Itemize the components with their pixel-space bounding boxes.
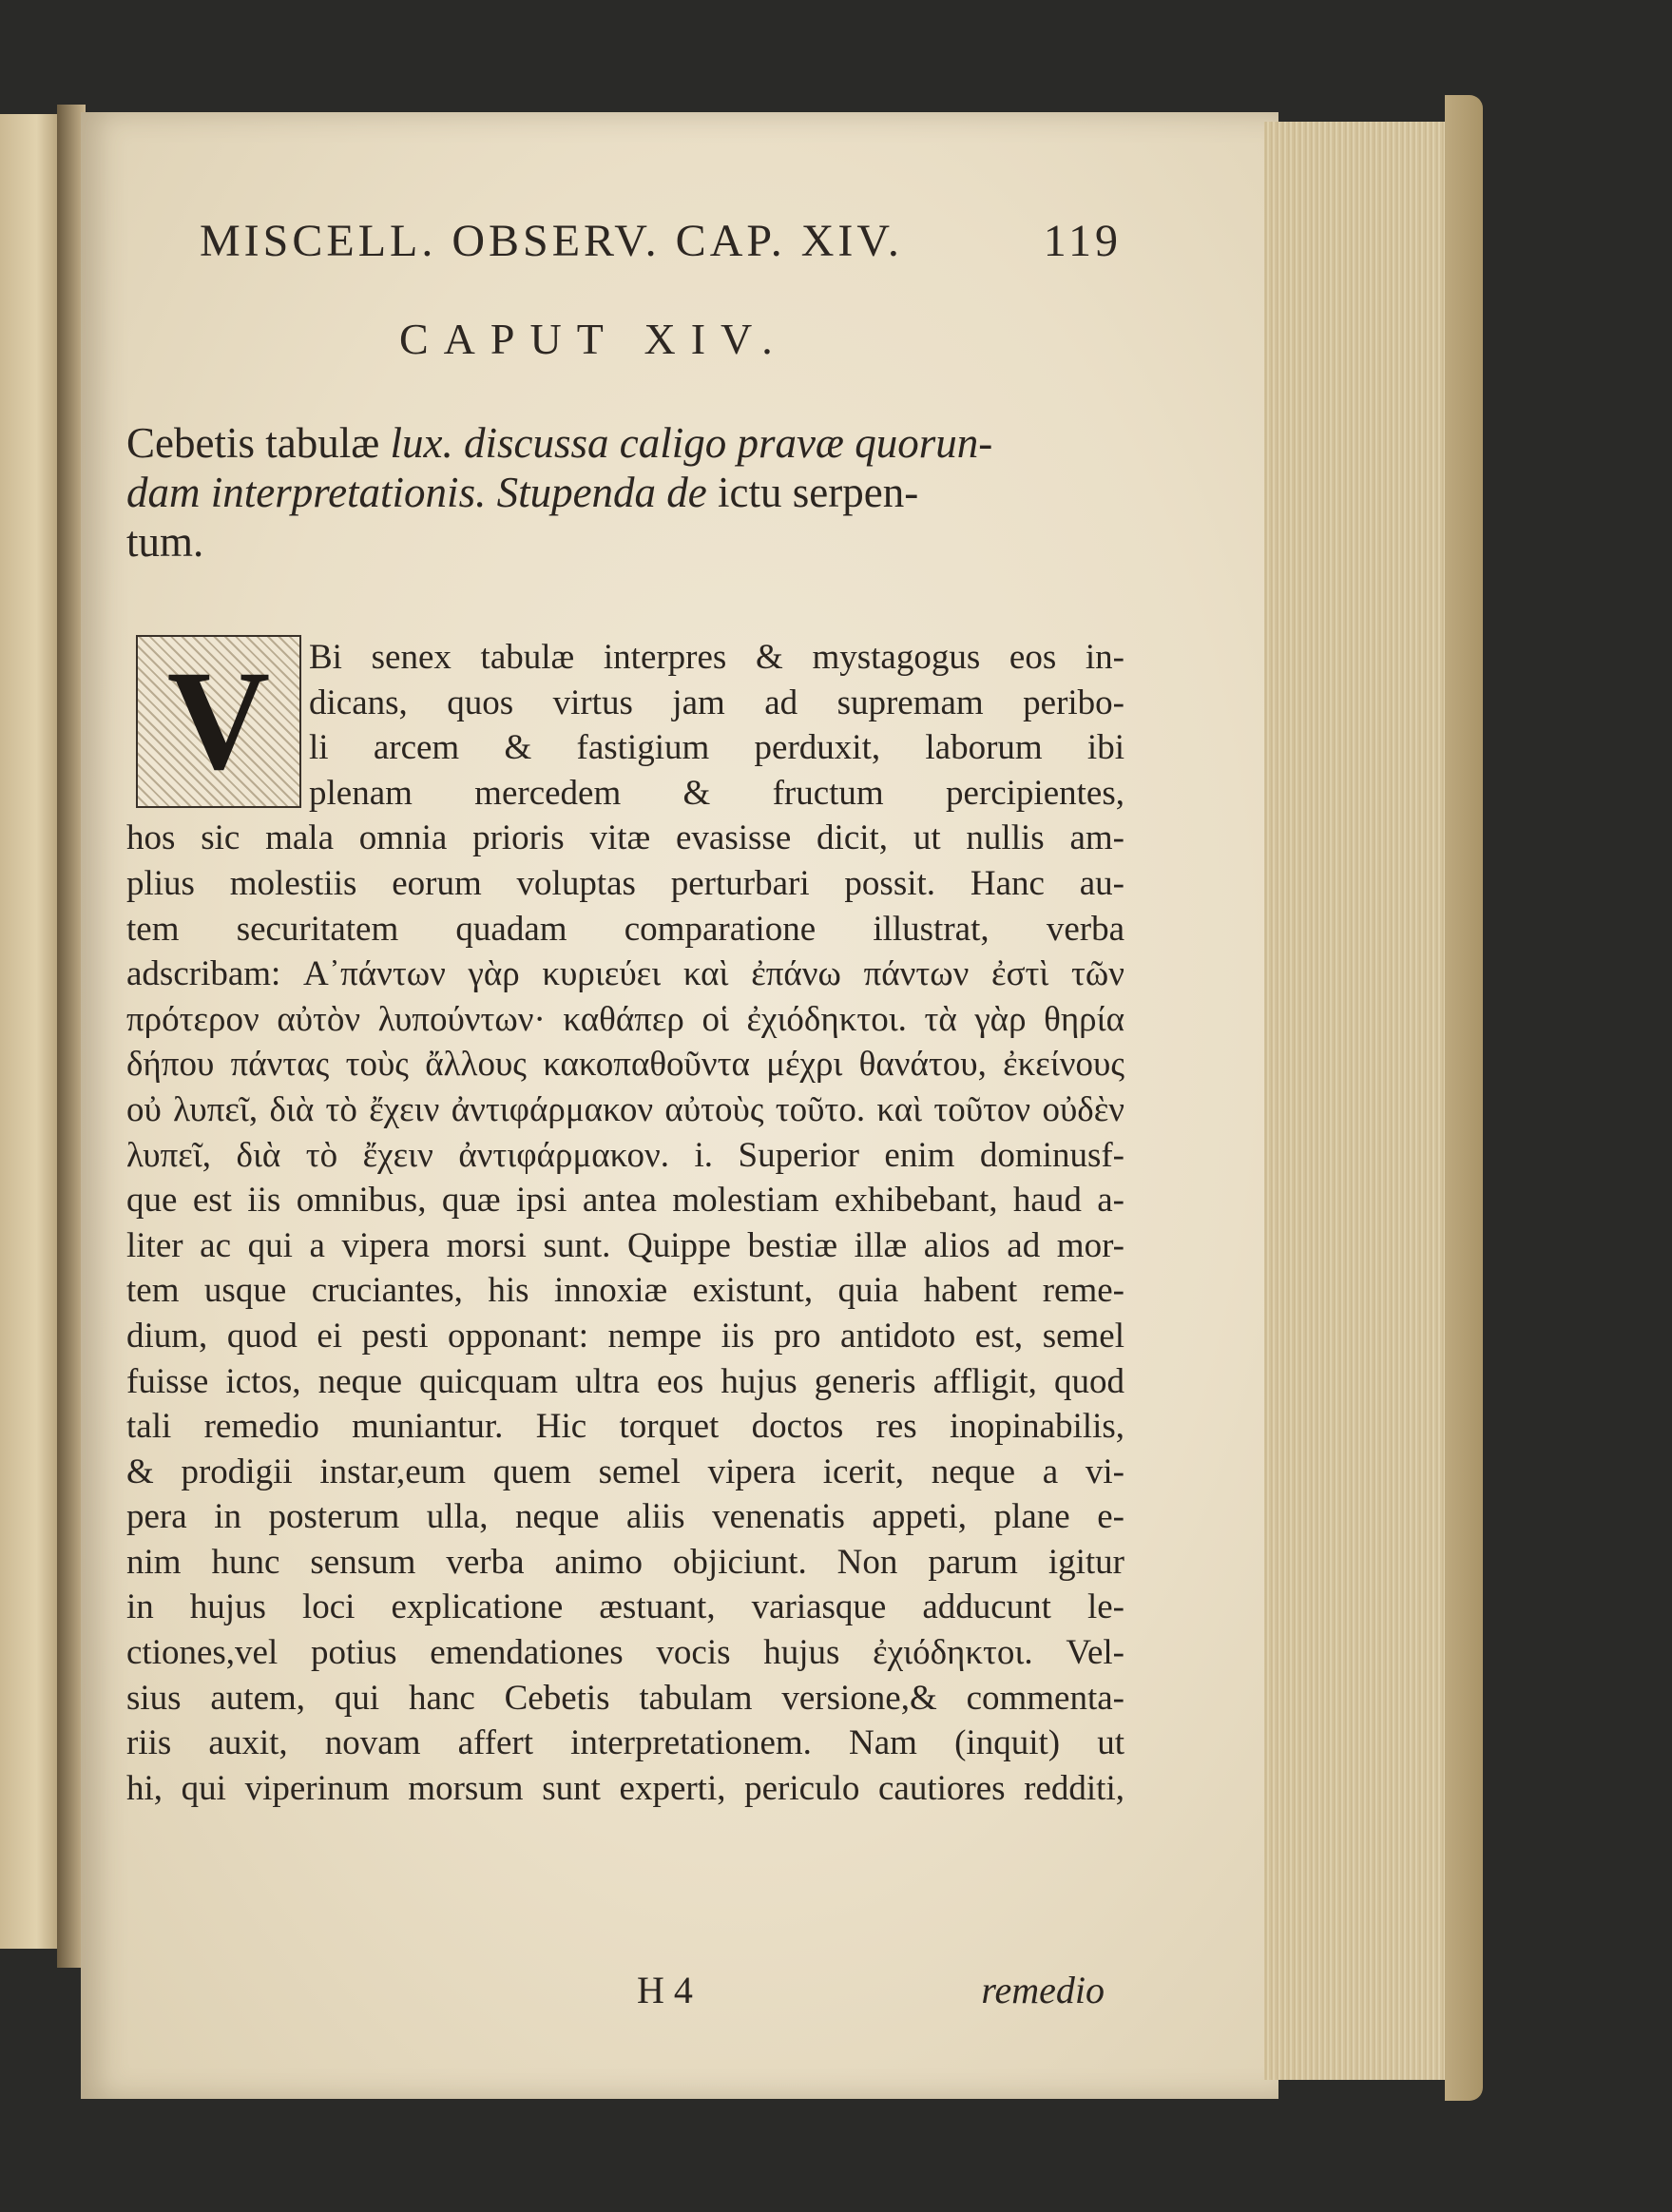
body-line: οὐ λυπεῖ, διὰ τὸ ἔχειν ἀντιφάρμακον αὐτοὺς τοῦτο. καὶ τοῦτον οὐδὲν [126,1089,1124,1129]
body-line: nim hunc sensum verba animo objiciunt. Non parum igitur [126,1542,1124,1582]
summary-line2-roman: ictu serpen- [718,469,919,516]
body-line: δήπου πάντας τοὺς ἄλλους κακοπαθοῦντα μέχρι θανάτου, ἐκείνους [126,1045,1124,1085]
body-line: que est iis omnibus, quæ ipsi antea molestiam exhibebant, haud a- [126,1181,1124,1221]
body-line: tali remedio muniantur. Hic torquet doctos res inopinabilis, [126,1407,1124,1447]
body-line: dium, quod ei pesti opponant: nempe iis pro antidoto est, semel [126,1316,1124,1356]
summary-line2-italic: dam interpretationis. Stupenda de [126,469,719,516]
body-line: riis auxit, novam affert interpretationem. Nam (inquit) ut [126,1723,1124,1763]
running-head [200,215,1122,281]
body-line: plenam mercedem & fructum percipientes, [309,773,1124,813]
body-line: adscribam: Α᾽πάντων γὰρ κυριεύει καὶ ἐπάνω πάντων ἐστὶ τῶν [126,954,1124,994]
signature-mark: H 4 [637,1969,693,2011]
body-line: fuisse ictos, neque quicquam ultra eos hujus generis affligit, quod [126,1361,1124,1401]
body-line: dicans, quos virtus jam ad supremam peribo- [309,683,1124,722]
body-line: plius molestiis eorum voluptas perturbari possit. Hanc au- [126,863,1124,903]
body-line: tem securitatem quadam comparatione illustrat, verba [126,909,1124,949]
running-head-text: MISCELL. OBSERV. CAP. XIV. [200,216,903,266]
body-line: pera in posterum ulla, neque aliis venenatis appeti, plane e- [126,1497,1124,1537]
body-line: hi, qui viperinum morsum sunt experti, periculo cautiores redditi, [126,1768,1124,1808]
body-line: ctiones,vel potius emendationes vocis hujus ἐχιόδηκτοι. Vel- [126,1633,1124,1673]
page-number: 119 [1043,216,1122,266]
body-line: li arcem & fastigium perduxit, laborum ibi [309,728,1124,768]
catchword: remedio [981,1969,1105,2011]
body-line: tem usque cruciantes, his innoxiæ existunt, quia habent reme- [126,1271,1124,1311]
chapter-summary [126,418,1124,567]
body-line: hos sic mala omnia prioris vitæ evasisse dicit, ut nullis am- [126,818,1124,858]
summary-part1: Cebetis tabulæ [126,419,391,467]
body-line: liter ac qui a vipera morsi sunt. Quippe bestiæ illæ alios ad mor- [126,1225,1124,1265]
page-stack-edge [1264,122,1464,2080]
initial-letter: V [166,642,271,799]
body-line: sius autem, qui hanc Cebetis tabulam versione,& commenta- [126,1678,1124,1718]
body-line: & prodigii instar,eum quem semel vipera icerit, neque a vi- [126,1452,1124,1491]
body-line: Bi senex tabulæ interpres & mystagogus eos in- [309,638,1124,677]
summary-part2: lux. discussa caligo pravæ quorun- [390,419,993,467]
body-line: λυπεῖ, διὰ τὸ ἔχειν ἀντιφάρμακον. i. Superior enim dominusf- [126,1135,1124,1175]
chapter-title: CAPUT XIV. [399,315,788,363]
body-line: πρότερον αὐτὸν λυπούντων· καθάπερ οἱ ἐχιόδηκτοι. τὰ γὰρ θηρία [126,999,1124,1039]
body-text [126,635,1124,1811]
summary-line3: tum. [126,518,204,566]
body-line: in hujus loci explicatione æstuant, variasque adducunt le- [126,1587,1124,1627]
book-cover-edge [1445,95,1483,2101]
page-footer [637,1968,1112,2015]
